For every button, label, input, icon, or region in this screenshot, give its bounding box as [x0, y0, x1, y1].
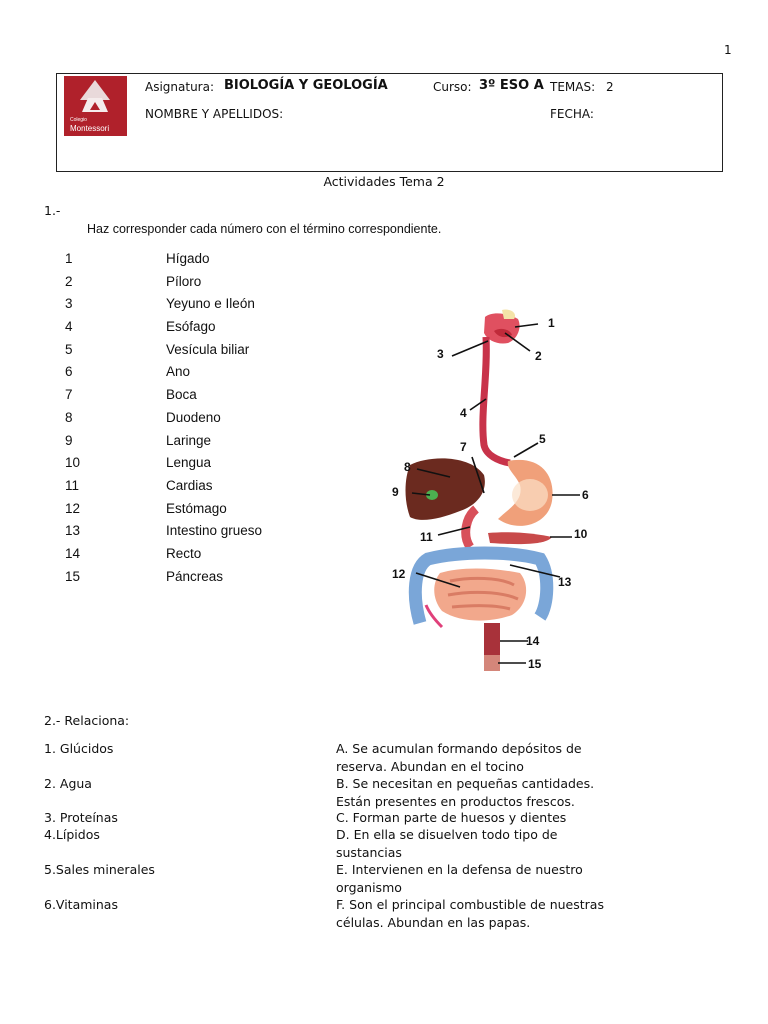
list-number: 1	[65, 251, 73, 266]
logo-text-montessori: Montessori	[70, 124, 110, 133]
diagram-label: 8	[404, 460, 411, 474]
description-line: E. Intervienen en la defensa de nuestro	[336, 862, 583, 877]
list-number: 6	[65, 364, 73, 380]
list-term: Cardias	[166, 477, 213, 493]
list-term: Boca	[166, 387, 197, 403]
diagram-label: 5	[539, 432, 546, 446]
course-value: 3º ESO A	[479, 78, 544, 93]
course-cell	[429, 74, 544, 103]
school-logo	[64, 76, 127, 136]
description-line: A. Se acumulan formando depósitos de	[336, 741, 582, 756]
list-number: 13	[65, 523, 81, 539]
diagram-label: 2	[535, 349, 542, 363]
list-term: Lengua	[166, 455, 212, 471]
diagram-label: 12	[392, 567, 406, 581]
diagram-label: 7	[460, 440, 467, 454]
anus-shape	[484, 655, 500, 671]
list-term: Recto	[166, 545, 202, 561]
diagram-label: 9	[392, 485, 399, 499]
exercise1-term-list	[166, 250, 262, 590]
list-term: Píloro	[166, 273, 202, 289]
list-term: Intestino grueso	[166, 523, 263, 539]
diagram-label: 14	[526, 634, 540, 648]
page-number: 1	[724, 43, 732, 57]
date-label: FECHA:	[550, 107, 594, 121]
nutrient-item: 6.Vitaminas	[44, 897, 118, 912]
stomach-highlight	[512, 479, 548, 511]
temas-cell	[544, 74, 722, 103]
nutrient-item: 1. Glúcidos	[44, 741, 114, 756]
description-line: sustancias	[336, 844, 402, 860]
temas-value: 2	[606, 80, 614, 94]
list-number: 9	[65, 432, 73, 448]
list-number: 10	[65, 455, 81, 471]
description-line: células. Abundan en las papas.	[336, 914, 531, 930]
description-line: D. En ella se disuelven todo tipo de	[336, 827, 558, 842]
header-table	[56, 73, 723, 172]
list-term: Laringe	[166, 432, 212, 448]
logo-cell	[57, 74, 137, 171]
name-cell[interactable]	[137, 103, 544, 171]
exercise1-number: 1.-	[44, 203, 61, 218]
teeth-shape	[502, 310, 515, 319]
list-number: 7	[65, 387, 73, 403]
subject-cell	[137, 74, 429, 103]
diagram-label: 15	[528, 657, 542, 671]
nutrient-item: 3. Proteínas	[44, 810, 118, 825]
diagram-label: 10	[574, 527, 588, 541]
course-label: Curso:	[433, 80, 472, 94]
pancreas-shape	[488, 532, 552, 544]
logo-text-colegio: Colegio	[70, 117, 87, 123]
page-title: Actividades Tema 2	[323, 174, 445, 189]
subject-label: Asignatura:	[145, 80, 215, 94]
nutrient-item: 2. Agua	[44, 776, 92, 791]
list-term: Yeyuno e Ileón	[166, 296, 255, 312]
list-number: 5	[65, 341, 73, 357]
diagram-label: 3	[437, 347, 444, 361]
list-number: 12	[65, 500, 81, 516]
digestive-system-diagram	[380, 305, 610, 680]
diagram-label: 11	[420, 530, 433, 544]
description-line: B. Se necesitan en pequeñas cantidades.	[336, 776, 595, 791]
description-line: Están presentes en productos frescos.	[336, 793, 575, 809]
diagram-label: 4	[460, 406, 467, 420]
list-term: Estómago	[166, 500, 227, 516]
exercise1-number-list	[65, 250, 80, 590]
list-number: 4	[65, 319, 73, 335]
subject-value: BIOLOGÍA Y GEOLOGÍA	[224, 78, 388, 93]
diagram-label: 13	[558, 575, 572, 589]
appendix-shape	[426, 605, 442, 627]
list-term: Ano	[166, 364, 191, 380]
list-term: Duodeno	[166, 409, 221, 425]
diagram-label: 6	[582, 488, 589, 502]
description-line: F. Son el principal combustible de nuestras	[336, 897, 604, 912]
nutrient-item: 5.Sales minerales	[44, 862, 155, 877]
nutrient-item: 4.Lípidos	[44, 827, 100, 842]
description-line: organismo	[336, 879, 402, 895]
list-number: 11	[65, 477, 80, 493]
list-term: Hígado	[166, 251, 210, 266]
diagram-label: 1	[548, 316, 555, 330]
list-term: Páncreas	[166, 568, 224, 584]
name-label: NOMBRE Y APELLIDOS:	[145, 107, 284, 121]
description-line: C. Forman parte de huesos y dientes	[336, 810, 567, 825]
temas-label: TEMAS:	[550, 80, 596, 94]
list-term: Esófago	[166, 319, 216, 335]
exercise2-title: 2.- Relaciona:	[44, 713, 130, 728]
list-number: 14	[65, 545, 81, 561]
date-cell[interactable]	[544, 103, 722, 171]
esophagus-shape	[483, 337, 510, 463]
list-number: 3	[65, 296, 73, 312]
list-term: Vesícula biliar	[166, 341, 250, 357]
description-line: reserva. Abundan en el tocino	[336, 758, 524, 774]
exercise1-instruction: Haz corresponder cada número con el término correspondiente.	[87, 222, 442, 236]
list-number: 15	[65, 568, 81, 584]
list-number: 2	[65, 273, 73, 289]
list-number: 8	[65, 409, 73, 425]
